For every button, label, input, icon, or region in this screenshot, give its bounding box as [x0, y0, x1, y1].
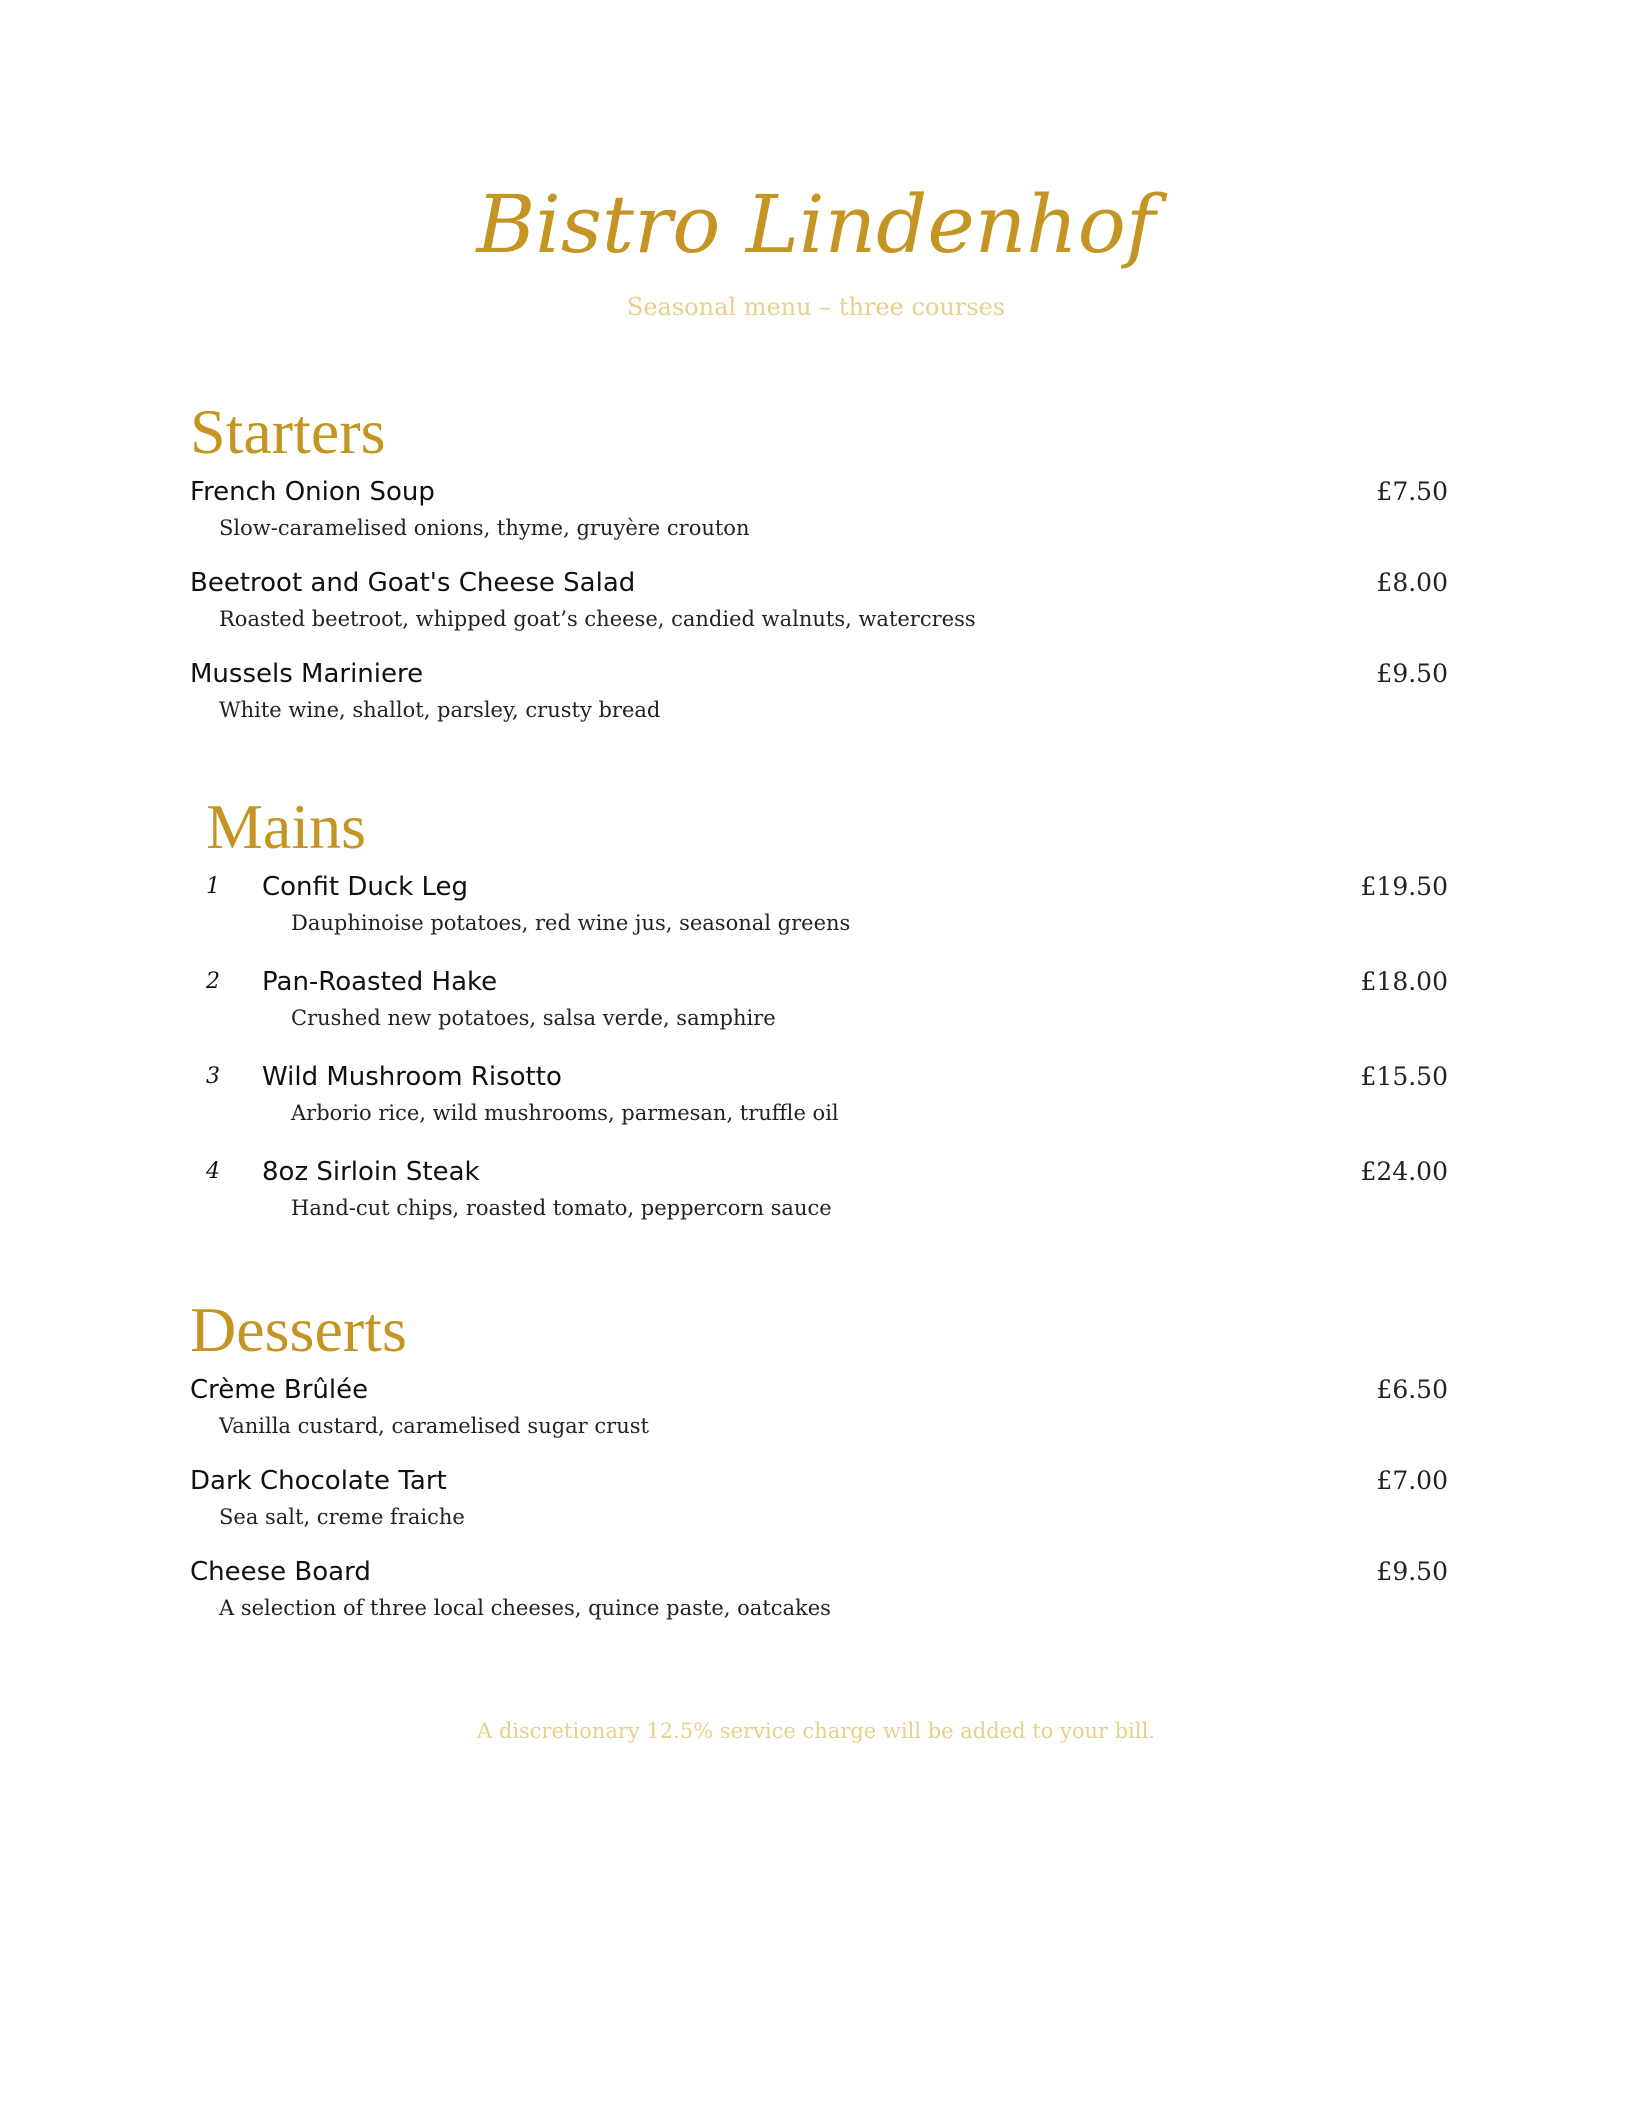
- item-name: Pan-Roasted Hake: [262, 967, 498, 997]
- item-price: £24.00: [1360, 1157, 1448, 1186]
- service-charge-note: A discretionary 12.5% service charge will be added to your bill.: [477, 1719, 1155, 1743]
- item-description: Sea salt, creme fraiche: [219, 1505, 465, 1529]
- menu-item: [190, 1152, 1448, 1247]
- item-description: Roasted beetroot, whipped goat’s cheese, candied walnuts, watercress: [219, 607, 976, 631]
- item-price: £15.50: [1360, 1062, 1448, 1091]
- desserts-section: [190, 1290, 1448, 1643]
- menu-subtitle: Seasonal menu – three courses: [626, 293, 1006, 321]
- starters-list: [190, 472, 1448, 745]
- item-description: A selection of three local cheeses, quince paste, oatcakes: [219, 1596, 831, 1620]
- item-name: Dark Chocolate Tart: [190, 1466, 447, 1496]
- item-description: Hand-cut chips, roasted tomato, peppercorn sauce: [291, 1196, 832, 1220]
- item-description: Vanilla custard, caramelised sugar crust: [219, 1414, 649, 1438]
- restaurant-title: Bistro Lindenhof: [476, 178, 1156, 271]
- item-price: £19.50: [1360, 872, 1448, 901]
- item-number: 2: [206, 969, 220, 994]
- item-name: Beetroot and Goat's Cheese Salad: [190, 568, 636, 598]
- mains-list: [190, 867, 1448, 1247]
- item-name: French Onion Soup: [190, 477, 435, 507]
- section-title-mains: Mains: [206, 791, 366, 862]
- menu-item: [190, 1057, 1448, 1152]
- menu-item: [190, 962, 1448, 1057]
- item-price: £7.50: [1376, 477, 1448, 506]
- item-description: Slow-caramelised onions, thyme, gruyère crouton: [219, 516, 750, 540]
- section-title-desserts: Desserts: [190, 1294, 407, 1365]
- item-price: £9.50: [1376, 659, 1448, 688]
- item-price: £6.50: [1376, 1375, 1448, 1404]
- menu-item: [190, 1461, 1448, 1552]
- item-name: Cheese Board: [190, 1557, 371, 1587]
- item-price: £8.00: [1376, 568, 1448, 597]
- item-price: £7.00: [1376, 1466, 1448, 1495]
- menu-item: [190, 472, 1448, 563]
- item-name: Wild Mushroom Risotto: [262, 1062, 562, 1092]
- menu-item: [190, 563, 1448, 654]
- menu-item: [190, 867, 1448, 962]
- item-name: Crème Brûlée: [190, 1375, 369, 1405]
- item-number: 4: [206, 1159, 220, 1184]
- item-price: £9.50: [1376, 1557, 1448, 1586]
- item-number: 3: [206, 1064, 220, 1089]
- menu-item: [190, 1552, 1448, 1643]
- item-name: Confit Duck Leg: [262, 872, 469, 902]
- item-name: Mussels Mariniere: [190, 659, 424, 689]
- item-description: Arborio rice, wild mushrooms, parmesan, truffle oil: [291, 1101, 839, 1125]
- item-description: White wine, shallot, parsley, crusty bread: [219, 698, 661, 722]
- starters-section: [190, 392, 1448, 745]
- item-price: £18.00: [1360, 967, 1448, 996]
- menu-item: [190, 654, 1448, 745]
- item-number: 1: [206, 874, 220, 899]
- menu-item: [190, 1370, 1448, 1461]
- desserts-list: [190, 1370, 1448, 1643]
- item-name: 8oz Sirloin Steak: [262, 1157, 480, 1187]
- section-title-starters: Starters: [190, 396, 386, 467]
- item-description: Dauphinoise potatoes, red wine jus, seasonal greens: [291, 911, 851, 935]
- mains-section: [190, 787, 1448, 1247]
- item-description: Crushed new potatoes, salsa verde, samphire: [291, 1006, 776, 1030]
